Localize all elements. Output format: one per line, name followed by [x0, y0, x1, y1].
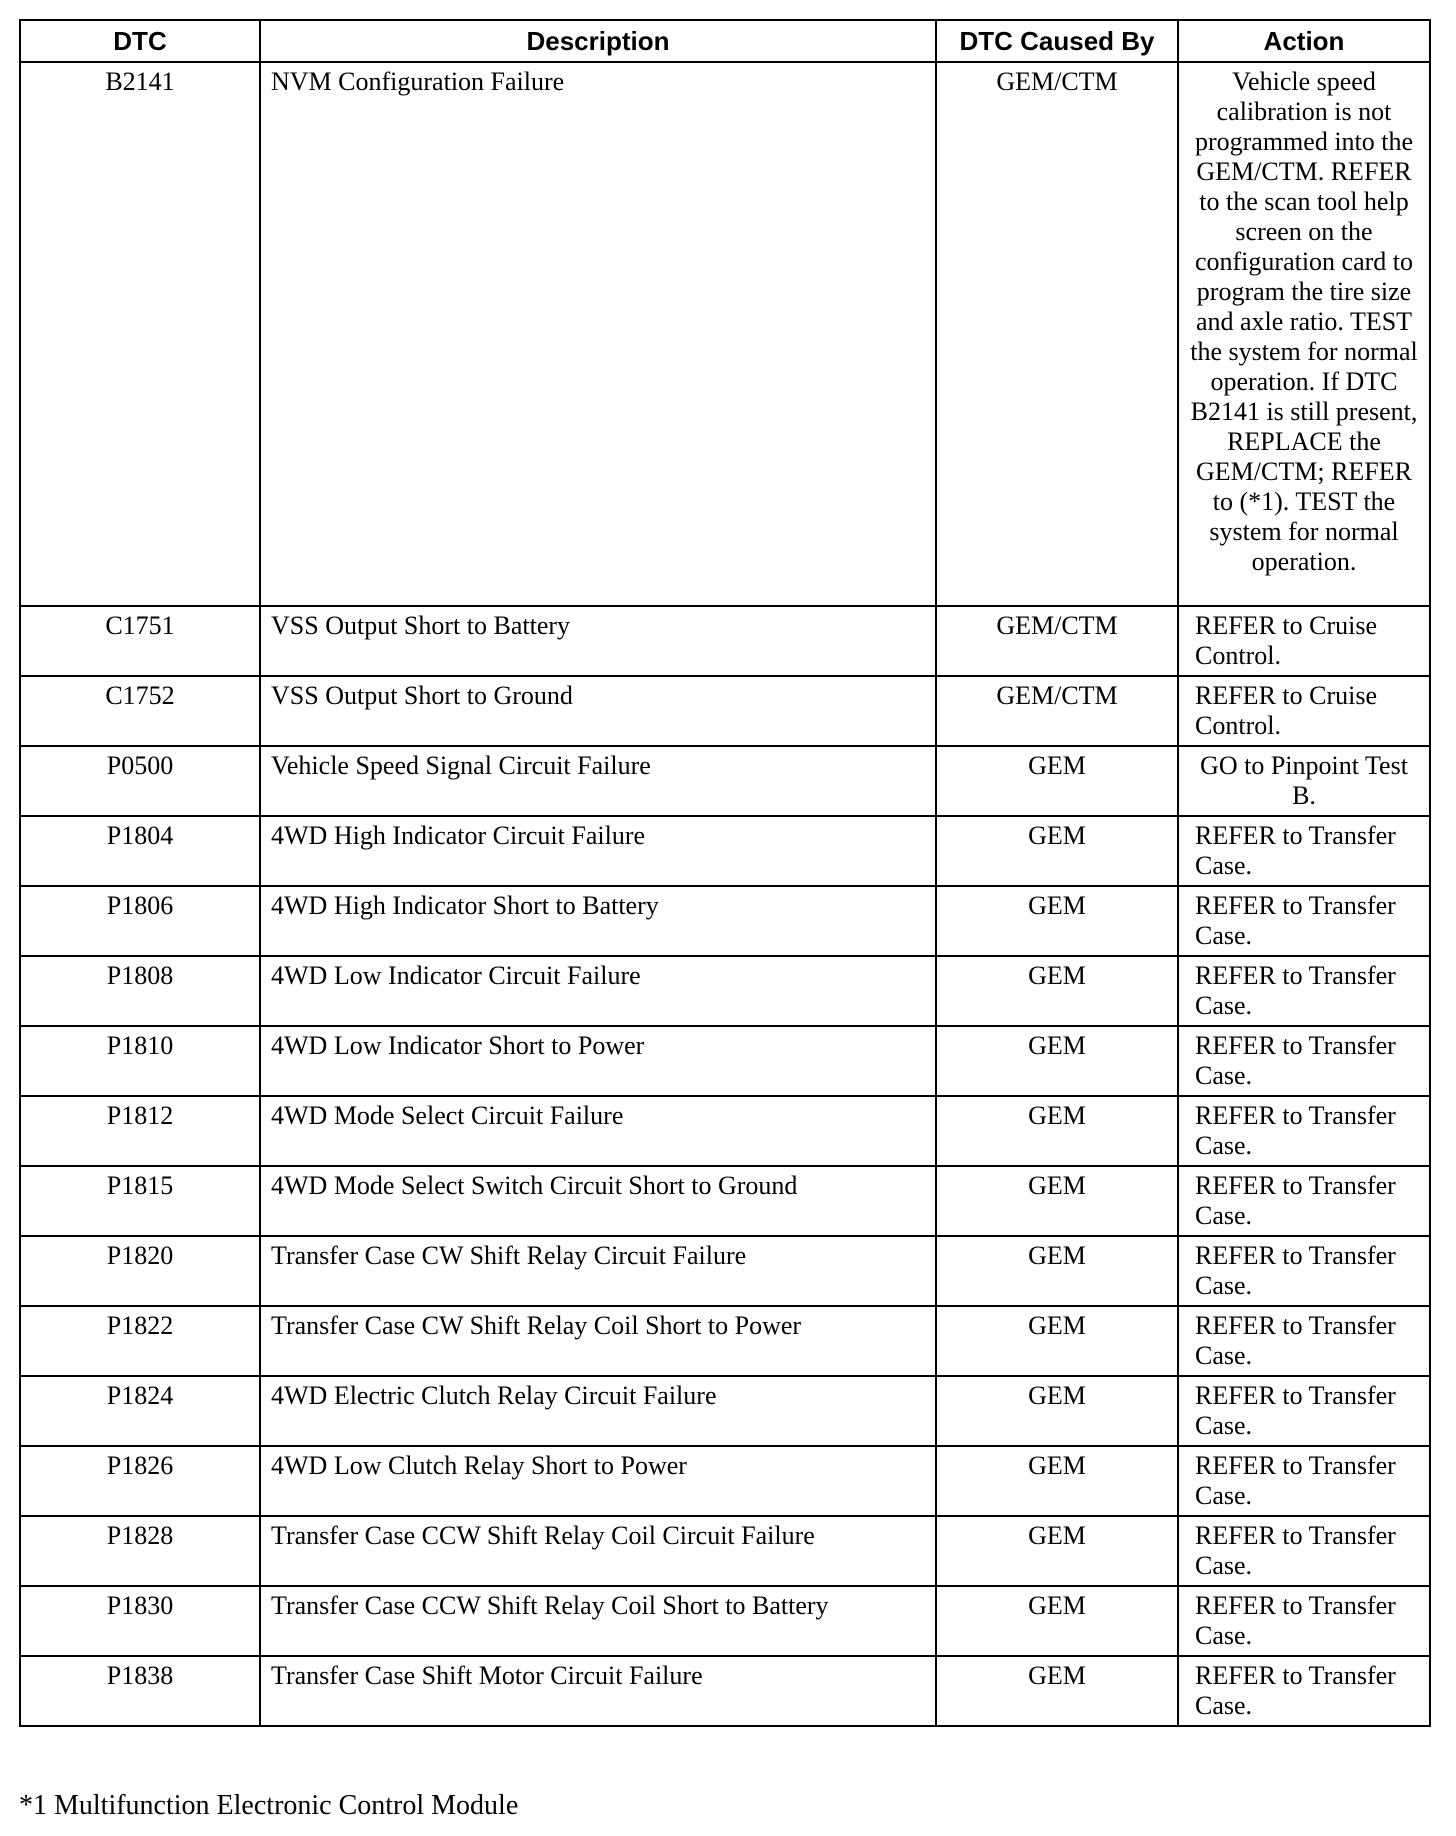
table-row: [20, 606, 1430, 676]
dtc-description: 4WD High Indicator Short to Battery: [260, 886, 936, 956]
table-row: [20, 1306, 1430, 1376]
dtc-action: REFER to Transfer Case.: [1178, 1096, 1430, 1166]
table-row: [20, 1446, 1430, 1516]
dtc-description: Transfer Case CCW Shift Relay Coil Short to Battery: [260, 1586, 936, 1656]
dtc-description: VSS Output Short to Ground: [260, 676, 936, 746]
dtc-action: REFER to Transfer Case.: [1178, 1656, 1430, 1726]
table-row: [20, 1586, 1430, 1656]
dtc-description: Vehicle Speed Signal Circuit Failure: [260, 746, 936, 816]
dtc-description: 4WD Low Indicator Circuit Failure: [260, 956, 936, 1026]
table-row: [20, 1516, 1430, 1586]
dtc-caused-by: GEM: [936, 1376, 1178, 1446]
dtc-action: REFER to Transfer Case.: [1178, 816, 1430, 886]
dtc-code: P0500: [20, 746, 260, 816]
header-row: [20, 20, 1430, 62]
table-row: [20, 1096, 1430, 1166]
dtc-action: REFER to Cruise Control.: [1178, 676, 1430, 746]
dtc-code: P1815: [20, 1166, 260, 1236]
dtc-action: REFER to Transfer Case.: [1178, 1026, 1430, 1096]
dtc-description: Transfer Case CW Shift Relay Coil Short to Power: [260, 1306, 936, 1376]
dtc-action: REFER to Transfer Case.: [1178, 1236, 1430, 1306]
dtc-description: Transfer Case CCW Shift Relay Coil Circuit Failure: [260, 1516, 936, 1586]
dtc-caused-by: GEM: [936, 1516, 1178, 1586]
dtc-description: 4WD Mode Select Circuit Failure: [260, 1096, 936, 1166]
dtc-code: P1822: [20, 1306, 260, 1376]
dtc-code: P1838: [20, 1656, 260, 1726]
dtc-code: C1752: [20, 676, 260, 746]
dtc-caused-by: GEM: [936, 1096, 1178, 1166]
dtc-code: P1820: [20, 1236, 260, 1306]
dtc-caused-by: GEM: [936, 886, 1178, 956]
dtc-action: REFER to Transfer Case.: [1178, 1586, 1430, 1656]
dtc-code: P1828: [20, 1516, 260, 1586]
dtc-caused-by: GEM: [936, 1306, 1178, 1376]
table-row: [20, 816, 1430, 886]
dtc-description: 4WD Mode Select Switch Circuit Short to Ground: [260, 1166, 936, 1236]
dtc-action: REFER to Transfer Case.: [1178, 1166, 1430, 1236]
dtc-description: Transfer Case Shift Motor Circuit Failure: [260, 1656, 936, 1726]
dtc-caused-by: GEM: [936, 746, 1178, 816]
dtc-caused-by: GEM/CTM: [936, 606, 1178, 676]
dtc-action: REFER to Transfer Case.: [1178, 956, 1430, 1026]
dtc-action: Vehicle speed calibration is not programmed into the GEM/CTM. REFER to the scan tool help screen on the configuration card to program the tire size and axle ratio. TEST the system for normal operation. If DTC B2141 is still present, REPLACE the GEM/CTM; REFER to (*1). TEST the system for normal operation.: [1178, 62, 1430, 606]
dtc-description: 4WD Electric Clutch Relay Circuit Failure: [260, 1376, 936, 1446]
dtc-action: REFER to Transfer Case.: [1178, 886, 1430, 956]
footnote: *1 Multifunction Electronic Control Module: [19, 1790, 519, 1821]
header-dtc: DTC: [20, 20, 260, 62]
dtc-description: 4WD Low Clutch Relay Short to Power: [260, 1446, 936, 1516]
dtc-description: Transfer Case CW Shift Relay Circuit Failure: [260, 1236, 936, 1306]
dtc-code: P1804: [20, 816, 260, 886]
dtc-code: P1830: [20, 1586, 260, 1656]
table-row: [20, 886, 1430, 956]
header-action: Action: [1178, 20, 1430, 62]
dtc-description: VSS Output Short to Battery: [260, 606, 936, 676]
dtc-action: REFER to Transfer Case.: [1178, 1306, 1430, 1376]
table-row: [20, 1656, 1430, 1726]
dtc-caused-by: GEM: [936, 956, 1178, 1026]
dtc-caused-by: GEM: [936, 1166, 1178, 1236]
dtc-code: B2141: [20, 62, 260, 606]
dtc-caused-by: GEM: [936, 1656, 1178, 1726]
dtc-caused-by: GEM: [936, 1586, 1178, 1656]
header-caused-by: DTC Caused By: [936, 20, 1178, 62]
dtc-action: REFER to Transfer Case.: [1178, 1376, 1430, 1446]
table-row: [20, 1026, 1430, 1096]
table-row: [20, 956, 1430, 1026]
table-row: [20, 676, 1430, 746]
dtc-table: [19, 19, 1431, 1727]
dtc-caused-by: GEM: [936, 816, 1178, 886]
table-row: [20, 1166, 1430, 1236]
dtc-description: 4WD Low Indicator Short to Power: [260, 1026, 936, 1096]
table-row: [20, 62, 1430, 606]
dtc-code: P1806: [20, 886, 260, 956]
dtc-action: REFER to Transfer Case.: [1178, 1516, 1430, 1586]
header-description: Description: [260, 20, 936, 62]
dtc-caused-by: GEM/CTM: [936, 676, 1178, 746]
dtc-description: 4WD High Indicator Circuit Failure: [260, 816, 936, 886]
table-row: [20, 1236, 1430, 1306]
dtc-action: GO to Pinpoint Test B.: [1178, 746, 1430, 816]
dtc-code: P1826: [20, 1446, 260, 1516]
dtc-caused-by: GEM: [936, 1236, 1178, 1306]
table-row: [20, 746, 1430, 816]
dtc-caused-by: GEM/CTM: [936, 62, 1178, 606]
dtc-code: P1812: [20, 1096, 260, 1166]
table-row: [20, 1376, 1430, 1446]
dtc-action: REFER to Transfer Case.: [1178, 1446, 1430, 1516]
dtc-caused-by: GEM: [936, 1446, 1178, 1516]
dtc-code: P1810: [20, 1026, 260, 1096]
dtc-caused-by: GEM: [936, 1026, 1178, 1096]
dtc-code: C1751: [20, 606, 260, 676]
dtc-code: P1808: [20, 956, 260, 1026]
dtc-code: P1824: [20, 1376, 260, 1446]
dtc-description: NVM Configuration Failure: [260, 62, 936, 606]
dtc-action: REFER to Cruise Control.: [1178, 606, 1430, 676]
